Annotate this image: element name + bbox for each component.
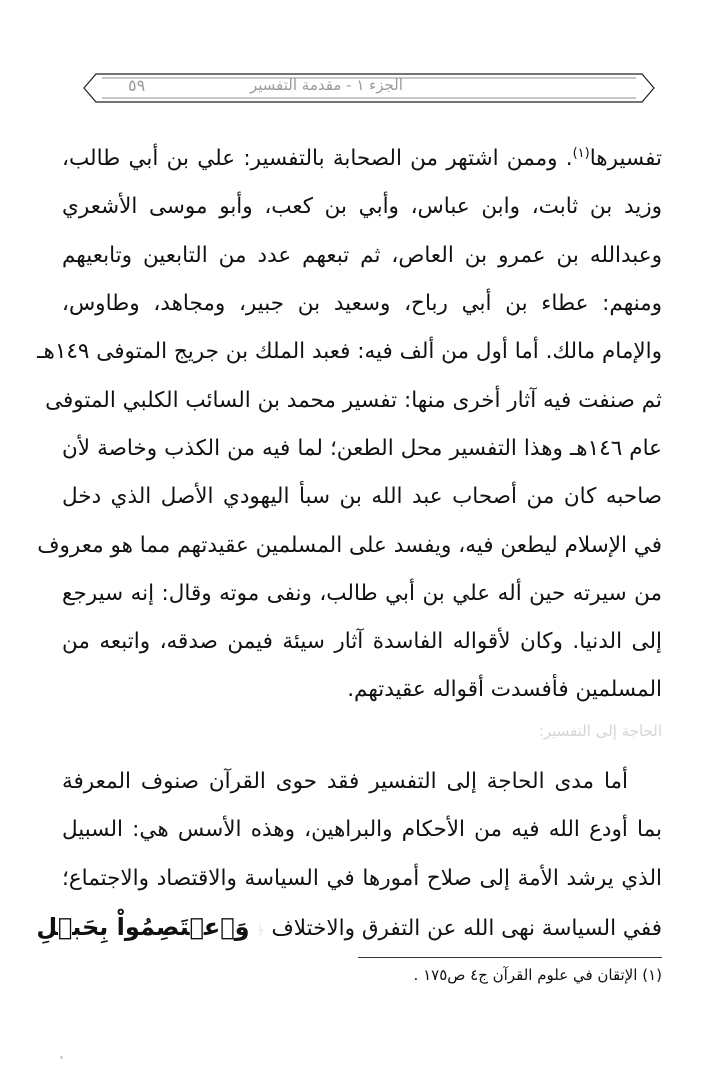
text-line: عام ١٤٦هـ وهذا التفسير محل الطعن؛ لما فيه من الكذب وخاصة لأن	[62, 435, 662, 461]
text-line-start: ففي السياسة نهى الله عن التفرق والاختلاف	[271, 915, 662, 941]
text-line: ومنهم: عطاء بن أبي رباح، وسعيد بن جبير، ومجاهد، وطاوس،	[62, 291, 662, 317]
quran-bracket-mark: ﴿	[256, 922, 265, 939]
text-line	[62, 130, 662, 183]
quran-verse: وَٱعۡتَصِمُواْ بِحَبۡلِ	[36, 912, 250, 941]
text-line: والإمام مالك. أما أول من ألف فيه: فعبد الملك بن جريج المتوفى ١٤٩هـ	[37, 339, 662, 365]
scan-speck	[60, 1056, 63, 1059]
text-line: من سيرته حين أله علي بن أبي طالب، ونفى موته وقال: إنه سيرجع	[62, 580, 662, 606]
footnote-divider	[358, 957, 662, 958]
text-line: صاحبه كان من أصحاب عبد الله بن سبأ اليهودي الأصل الذي دخل	[62, 484, 662, 510]
text-line-start: تفسيرها	[589, 146, 662, 172]
section-heading: الحاجة إلى التفسير:	[538, 722, 662, 740]
text-line-rest: . وممن اشتهر من الصحابة بالتفسير: علي بن أبي طالب،	[62, 146, 573, 172]
text-line: بما أودع الله فيه من الأحكام والبراهين، وهذه الأسس هي: السبيل	[62, 817, 662, 843]
text-line: الذي يرشد الأمة إلى صلاح أمورها في السياسة والاقتصاد والاجتماع؛	[62, 865, 662, 891]
main-paragraph	[37, 130, 662, 715]
second-paragraph	[36, 758, 662, 955]
text-line: وعبدالله بن عمرو بن العاص، ثم تبعهم عدد من التابعين وتابعيهم	[62, 242, 662, 268]
footnote: (١) الإتقان في علوم القرآن ج٤ ص١٧٥ .	[413, 966, 662, 984]
text-line: أما مدى الحاجة إلى التفسير فقد حوى القرآن صنوف المعرفة	[62, 769, 628, 794]
page-header	[82, 70, 656, 106]
text-line	[36, 903, 662, 955]
text-line: إلى الدنيا. وكان لأقواله الفاسدة آثار سيئة فيمن صدقه، واتبعه من	[62, 629, 662, 655]
page-number: ٥٩	[128, 76, 146, 95]
text-line: ثم صنفت فيه آثار أخرى منها: تفسير محمد بن السائب الكلبي المتوفى	[45, 387, 662, 413]
footnote-reference: (١)	[572, 146, 590, 161]
text-line: المسلمين فأفسدت أقواله عقيدتهم.	[347, 677, 662, 703]
text-line: وزيد بن ثابت، وابن عباس، وأبي بن كعب، وأبو موسى الأشعري	[62, 194, 662, 220]
text-line: في الإسلام ليطعن فيه، ويفسد على المسلمين عقيدتهم مما هو معروف	[37, 532, 662, 558]
running-title: الجزء ١ - مقدمة التفسير	[250, 76, 403, 94]
